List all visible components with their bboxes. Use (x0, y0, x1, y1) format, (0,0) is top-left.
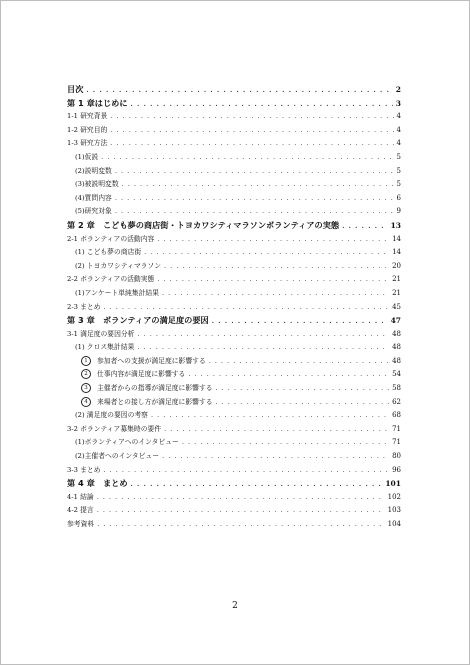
toc-entry-page: 20 (392, 261, 401, 270)
toc-entry-page: 21 (392, 288, 401, 297)
toc-entry (67, 97, 401, 111)
dot-leader (157, 273, 389, 287)
toc-entry-text: 4-2 提言 (67, 506, 94, 515)
toc-entry-page: 5 (396, 166, 401, 175)
circled-number: 3 (81, 383, 91, 393)
dot-leader (115, 165, 394, 179)
toc-entry-text: 3-1 満足度の要因分析 (67, 329, 135, 338)
toc-entry-page: 2 (395, 85, 401, 94)
toc-entry-page: 103 (387, 506, 401, 515)
dot-leader (104, 464, 390, 478)
toc-entry-text: 3-3 まとめ (67, 465, 101, 474)
toc-entry (67, 409, 401, 423)
toc-entry (67, 341, 401, 355)
toc-entry-text: (4)質問内容 (75, 193, 112, 202)
toc-entry-page: 80 (392, 452, 401, 461)
toc-entry-title (75, 205, 112, 219)
toc-entry-text: 4-1 結論 (67, 492, 94, 501)
toc-entry-title (67, 124, 107, 138)
toc-entry (67, 137, 401, 151)
toc-entry-page: 4 (396, 112, 401, 121)
toc-entry-page: 13 (390, 220, 401, 230)
dot-leader (216, 396, 390, 410)
toc-entry (67, 368, 401, 382)
toc-entry (67, 273, 401, 287)
dot-leader (97, 504, 385, 518)
dot-leader (209, 355, 389, 369)
dot-leader (131, 98, 393, 112)
toc-entry-title (67, 110, 107, 124)
toc-entry-page: 14 (392, 234, 401, 243)
toc-entry-page: 3 (395, 98, 401, 108)
toc-entry-title (75, 260, 161, 274)
dot-leader (216, 382, 390, 396)
dot-leader (115, 192, 394, 206)
toc-entry (67, 165, 401, 179)
toc-entry-text: 1-2 研究目的 (67, 125, 108, 134)
toc-entry-page: 104 (387, 520, 401, 528)
toc-entry (67, 328, 401, 342)
toc-entry (67, 260, 401, 274)
toc-entry-title (81, 382, 213, 396)
toc-entry-page: 101 (385, 479, 401, 489)
toc-entry-title (75, 151, 98, 165)
dot-leader (97, 491, 385, 505)
dot-leader (104, 301, 390, 315)
toc-entry-text: 3-2 ボランティア募集時の要件 (67, 424, 162, 433)
toc-entry-page: 48 (392, 343, 401, 352)
toc-entry-text: (1)ボランティアへのインタビュー (75, 438, 179, 447)
toc-entry-text: 2-3 まとめ (67, 302, 101, 311)
toc-entry-title (67, 219, 339, 233)
toc-entry-page: 71 (392, 438, 401, 447)
toc-entry-title (67, 464, 101, 478)
toc-entry (67, 464, 401, 478)
toc-entry-text: 第 1 章はじめに (67, 97, 128, 108)
dot-leader (157, 233, 389, 247)
toc-entry-page: 5 (396, 152, 401, 161)
toc-entry-page: 58 (392, 384, 401, 393)
dot-leader (101, 151, 393, 165)
toc-entry-text: 2-1 ボランティアの活動内容 (67, 234, 155, 243)
toc-entry (67, 504, 401, 518)
toc-entry (67, 192, 401, 206)
toc-entry (67, 396, 401, 410)
toc-entry-title (75, 450, 159, 464)
dot-leader (110, 124, 393, 138)
toc-entry (67, 450, 401, 464)
dot-leader (110, 137, 393, 151)
toc-entry-page: 54 (392, 370, 401, 379)
dot-leader (164, 260, 389, 274)
toc-entry-text: (2) 満足度の要因の考察 (75, 411, 148, 420)
toc-entry (67, 436, 401, 450)
toc-entry-page: 21 (392, 275, 401, 284)
toc-entry-title (67, 273, 154, 287)
toc-entry-text: 主催者からの指導が満足度に影響する (97, 384, 213, 393)
toc-entry-title (67, 314, 209, 328)
toc-entry-text: (3)被説明変数 (75, 180, 119, 189)
toc-entry-text: 参考資料 (67, 520, 95, 528)
dot-leader (182, 436, 389, 450)
toc-entry-page: 71 (392, 424, 401, 433)
toc-entry-text: 1-1 研究背景 (67, 112, 108, 121)
dot-leader (162, 287, 389, 301)
toc-entry-text: (1)アンケート単純集計結果 (75, 288, 159, 297)
toc-entry (67, 233, 401, 247)
toc-entry-page: 48 (392, 329, 401, 338)
toc-entry-title (67, 137, 107, 151)
dot-leader (122, 178, 394, 192)
toc-entry (67, 382, 401, 396)
toc-entry (67, 178, 401, 192)
toc-entry-page: 5 (396, 180, 401, 189)
toc-entry-text: 参加者への支援が満足度に影響する (97, 356, 206, 365)
dot-leader (137, 328, 389, 342)
dot-leader (115, 205, 394, 219)
toc-entry-title (75, 178, 119, 192)
toc-entry (67, 124, 401, 138)
toc-entry-title (67, 504, 94, 518)
circled-number: 4 (81, 397, 91, 407)
toc-entry-title (75, 246, 141, 260)
toc-entry-title (67, 491, 94, 505)
dot-leader (97, 518, 384, 532)
toc-entry (67, 477, 401, 491)
toc-entry (67, 518, 401, 532)
toc-entry-text: 第 2 章 こども夢の商店街・トヨカワシティマラソンボランティアの実態 (67, 219, 340, 230)
toc-entry (67, 151, 401, 165)
toc-entry-page: 45 (392, 302, 401, 311)
toc-entry-text: 来場者との接し方が満足度に影響する (97, 397, 213, 406)
toc-entry-text: (1) こども夢の商店街 (75, 248, 142, 257)
dot-leader (212, 315, 388, 329)
dot-leader (144, 246, 389, 260)
toc-entry-page: 102 (387, 492, 401, 501)
toc-entry-text: 1-3 研究方法 (67, 139, 108, 148)
toc-entry-text: 仕事内容が満足度に影響する (97, 370, 186, 379)
toc-entry (67, 355, 401, 369)
toc-entry (67, 301, 401, 315)
toc-entry-text: 第 4 章 まとめ (67, 478, 128, 489)
toc-entry-title (81, 368, 185, 382)
toc-entry-page: 4 (396, 139, 401, 148)
toc-entry-text: 2-2 ボランティアの活動実態 (67, 275, 155, 284)
toc-entry-page: 62 (392, 397, 401, 406)
toc-entry (67, 110, 401, 124)
toc-entry-text: (5)研究対象 (75, 207, 112, 216)
toc-entry (67, 287, 401, 301)
toc-entry-title (67, 301, 101, 315)
toc-entry-title (67, 83, 83, 97)
toc-entry-text: 目次 (67, 84, 84, 94)
toc-entry-title (75, 192, 112, 206)
toc-entry-title (67, 518, 94, 532)
toc-entry-text: 第 3 章 ボランティアの満足度の要因 (67, 315, 209, 326)
dot-leader (137, 341, 389, 355)
toc-entry-title (81, 355, 206, 369)
toc-entry-title (75, 287, 159, 301)
dot-leader (110, 110, 393, 124)
toc-entry-page: 6 (396, 193, 401, 202)
toc-entry-title (67, 423, 161, 437)
toc-entry-page: 4 (396, 125, 401, 134)
toc-entry-text: (1) クロス集計結果 (75, 343, 135, 352)
toc-entry-title (75, 341, 134, 355)
dot-leader (162, 450, 389, 464)
dot-leader (131, 478, 383, 492)
page-number: 2 (232, 601, 238, 611)
toc-entry-page: 68 (392, 411, 401, 420)
toc-entry-text: (2)説明変数 (75, 166, 112, 175)
toc-entry-title (75, 436, 179, 450)
toc-entry-page: 47 (390, 316, 401, 326)
toc-entry-page: 96 (392, 465, 401, 474)
toc-entry-title (67, 477, 128, 491)
dot-leader (86, 84, 392, 98)
toc-entry-title (81, 396, 213, 410)
dot-leader (164, 423, 389, 437)
toc-entry (67, 205, 401, 219)
table-of-contents (67, 83, 401, 532)
dot-leader (188, 368, 389, 382)
toc-entry-text: (2) トヨカワシティマラソン (75, 261, 162, 270)
circled-number: 2 (81, 369, 91, 379)
toc-entry-page: 9 (396, 207, 401, 216)
toc-entry-title (67, 97, 128, 111)
toc-entry-text: (2)主催者へのインタビュー (75, 452, 160, 461)
dot-leader (151, 409, 389, 423)
toc-entry (67, 491, 401, 505)
toc-entry (67, 83, 401, 97)
toc-entry-page: 14 (392, 248, 401, 257)
toc-entry (67, 246, 401, 260)
toc-entry (67, 314, 401, 328)
toc-entry-title (67, 328, 134, 342)
toc-entry-title (75, 165, 112, 179)
dot-leader (342, 220, 387, 234)
toc-entry (67, 219, 401, 233)
circled-number: 1 (81, 356, 91, 366)
toc-entry-title (67, 233, 154, 247)
toc-entry (67, 423, 401, 437)
toc-entry-page: 48 (392, 356, 401, 365)
toc-entry-text: (1)仮説 (75, 152, 99, 161)
toc-entry-title (75, 409, 148, 423)
